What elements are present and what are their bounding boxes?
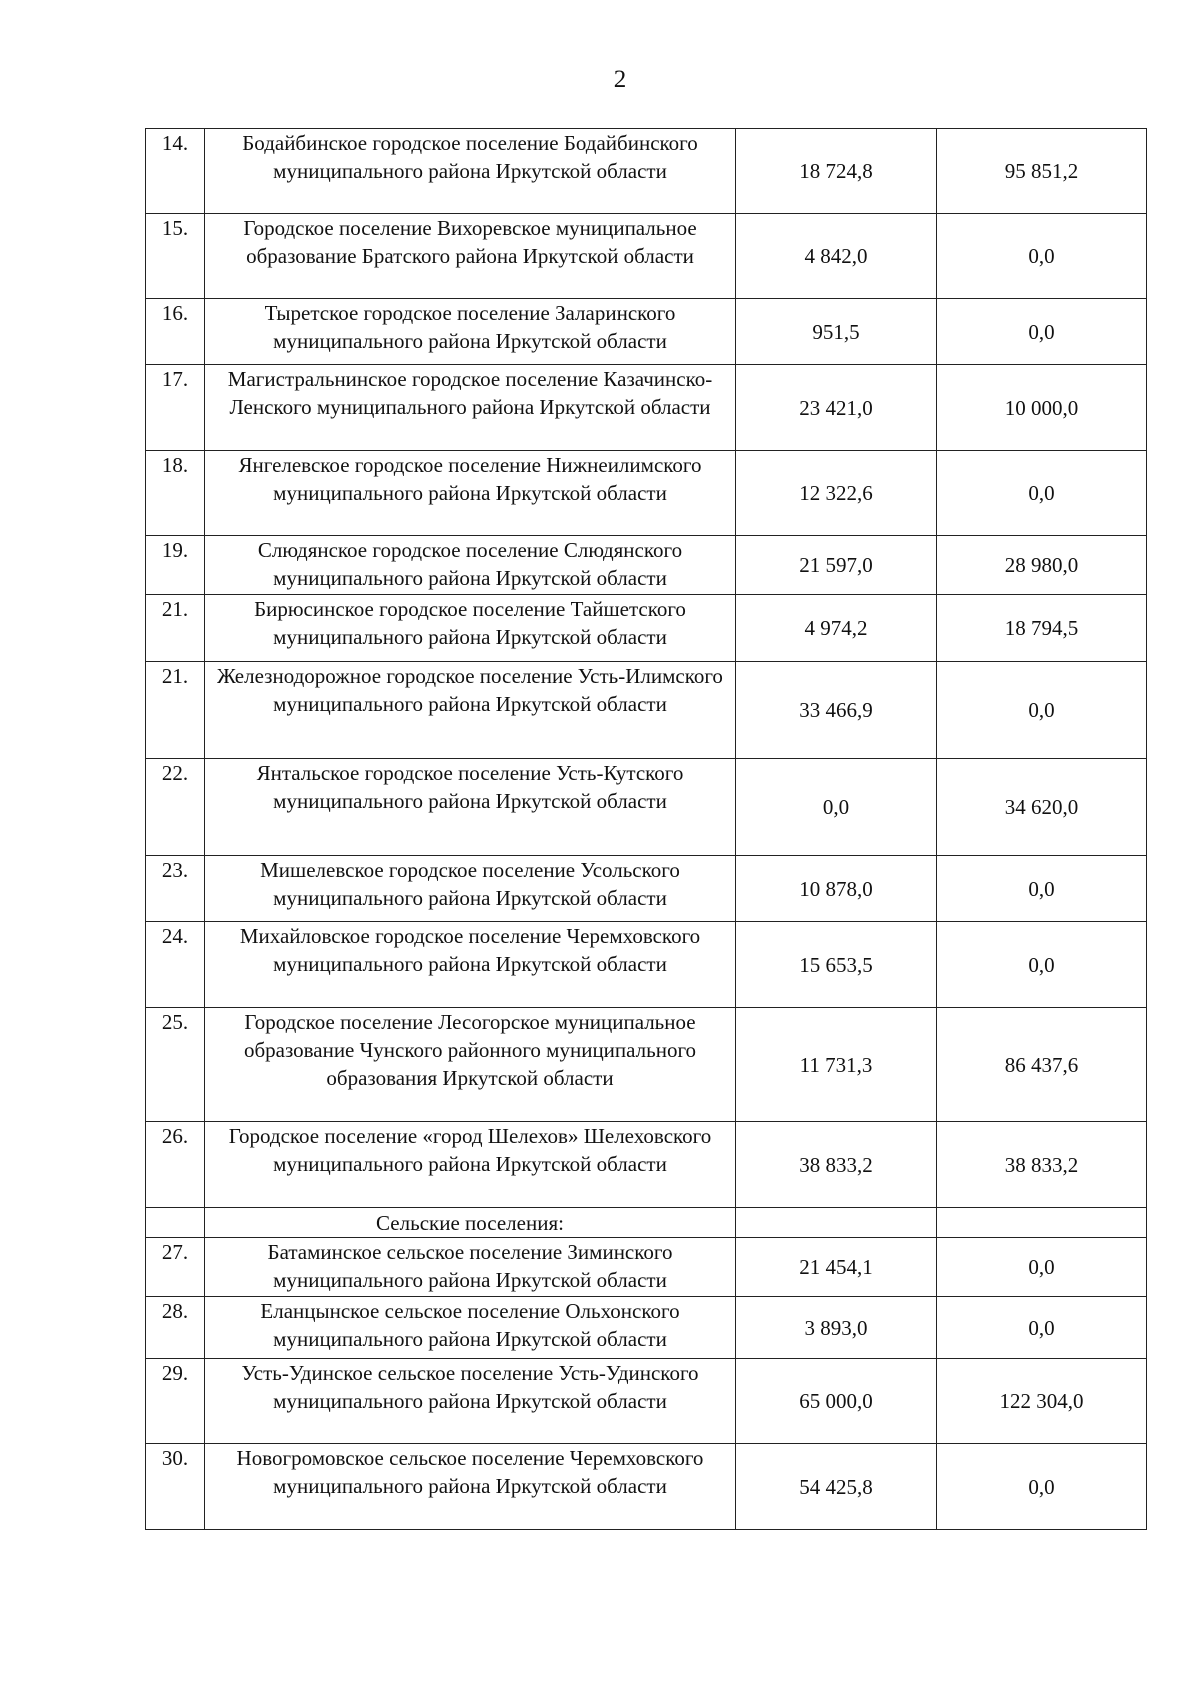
value-2: 86 437,6: [937, 1008, 1147, 1122]
value-1: 18 724,8: [736, 129, 937, 214]
table-row: [146, 1122, 1147, 1208]
table-row: [146, 129, 1147, 214]
section-title: Сельские поселения:: [205, 1208, 736, 1238]
settlement-name: Мишелевское городское поселение Усольского муниципального района Иркутской области: [205, 856, 736, 922]
value-2: 28 980,0: [937, 536, 1147, 595]
value-1: 65 000,0: [736, 1359, 937, 1444]
table-row: [146, 595, 1147, 662]
row-number: 27.: [146, 1238, 205, 1297]
value-1: 21 454,1: [736, 1238, 937, 1297]
value-2: 0,0: [937, 214, 1147, 299]
table-row: [146, 1444, 1147, 1530]
value-2: 0,0: [937, 922, 1147, 1008]
allocation-table: [145, 128, 1147, 1530]
table-row: [146, 299, 1147, 365]
row-number: 22.: [146, 759, 205, 856]
value-1: 38 833,2: [736, 1122, 937, 1208]
value-1: 10 878,0: [736, 856, 937, 922]
table-row: [146, 365, 1147, 451]
row-number: 14.: [146, 129, 205, 214]
value-2: 10 000,0: [937, 365, 1147, 451]
table-row: [146, 1297, 1147, 1359]
row-number: 18.: [146, 451, 205, 536]
value-1: 54 425,8: [736, 1444, 937, 1530]
row-number: 15.: [146, 214, 205, 299]
table-row: [146, 1008, 1147, 1122]
value-1: [736, 1208, 937, 1238]
value-2: [937, 1208, 1147, 1238]
value-2: 95 851,2: [937, 129, 1147, 214]
row-number: 19.: [146, 536, 205, 595]
value-1: 951,5: [736, 299, 937, 365]
row-number: 24.: [146, 922, 205, 1008]
settlement-name: Городское поселение Вихоревское муниципальное образование Братского района Иркутской области: [205, 214, 736, 299]
settlement-name: Слюдянское городское поселение Слюдянского муниципального района Иркутской области: [205, 536, 736, 595]
value-2: 0,0: [937, 662, 1147, 759]
value-2: 122 304,0: [937, 1359, 1147, 1444]
value-1: 4 842,0: [736, 214, 937, 299]
value-2: 0,0: [937, 1238, 1147, 1297]
row-number: 26.: [146, 1122, 205, 1208]
settlement-name: Тыретское городское поселение Заларинского муниципального района Иркутской области: [205, 299, 736, 365]
value-2: 38 833,2: [937, 1122, 1147, 1208]
value-2: 18 794,5: [937, 595, 1147, 662]
row-number: 29.: [146, 1359, 205, 1444]
value-2: 0,0: [937, 451, 1147, 536]
value-1: 23 421,0: [736, 365, 937, 451]
value-1: 0,0: [736, 759, 937, 856]
settlement-name: Михайловское городское поселение Черемховского муниципального района Иркутской области: [205, 922, 736, 1008]
row-number: 17.: [146, 365, 205, 451]
settlement-name: Городское поселение «город Шелехов» Шелеховского муниципального района Иркутской области: [205, 1122, 736, 1208]
row-number: 28.: [146, 1297, 205, 1359]
table-row: [146, 856, 1147, 922]
table-row: [146, 451, 1147, 536]
table-row: [146, 759, 1147, 856]
settlement-name: Батаминское сельское поселение Зиминского муниципального района Иркутской области: [205, 1238, 736, 1297]
table-row: [146, 536, 1147, 595]
settlement-name: Еланцынское сельское поселение Ольхонского муниципального района Иркутской области: [205, 1297, 736, 1359]
table-row: [146, 1359, 1147, 1444]
table-row: [146, 922, 1147, 1008]
settlement-name: Магистральнинское городское поселение Казачинско-Ленского муниципального района Иркутской области: [205, 365, 736, 451]
table-row: [146, 214, 1147, 299]
settlement-name: Янтальское городское поселение Усть-Кутского муниципального района Иркутской области: [205, 759, 736, 856]
table-row: [146, 662, 1147, 759]
settlement-name: Янгелевское городское поселение Нижнеилимского муниципального района Иркутской области: [205, 451, 736, 536]
value-1: 11 731,3: [736, 1008, 937, 1122]
value-1: 12 322,6: [736, 451, 937, 536]
page-number: 2: [613, 66, 627, 93]
settlement-name: Новогромовское сельское поселение Черемховского муниципального района Иркутской области: [205, 1444, 736, 1530]
value-2: 0,0: [937, 1297, 1147, 1359]
value-1: 3 893,0: [736, 1297, 937, 1359]
row-number: 16.: [146, 299, 205, 365]
row-number: 23.: [146, 856, 205, 922]
value-2: 34 620,0: [937, 759, 1147, 856]
row-number: 25.: [146, 1008, 205, 1122]
settlement-name: Бирюсинское городское поселение Тайшетского муниципального района Иркутской области: [205, 595, 736, 662]
section-header-row: [146, 1208, 1147, 1238]
value-1: 15 653,5: [736, 922, 937, 1008]
value-2: 0,0: [937, 856, 1147, 922]
row-number: 30.: [146, 1444, 205, 1530]
settlement-name: Городское поселение Лесогорское муниципальное образование Чунского районного муниципального образования Иркутской области: [205, 1008, 736, 1122]
value-1: 21 597,0: [736, 536, 937, 595]
row-number: 21.: [146, 662, 205, 759]
value-1: 4 974,2: [736, 595, 937, 662]
table-row: [146, 1238, 1147, 1297]
row-number: 21.: [146, 595, 205, 662]
value-2: 0,0: [937, 1444, 1147, 1530]
value-1: 33 466,9: [736, 662, 937, 759]
row-number: [146, 1208, 205, 1238]
settlement-name: Усть-Удинское сельское поселение Усть-Удинского муниципального района Иркутской области: [205, 1359, 736, 1444]
settlement-name: Бодайбинское городское поселение Бодайбинского муниципального района Иркутской области: [205, 129, 736, 214]
value-2: 0,0: [937, 299, 1147, 365]
settlement-name: Железнодорожное городское поселение Усть-Илимского муниципального района Иркутской области: [205, 662, 736, 759]
